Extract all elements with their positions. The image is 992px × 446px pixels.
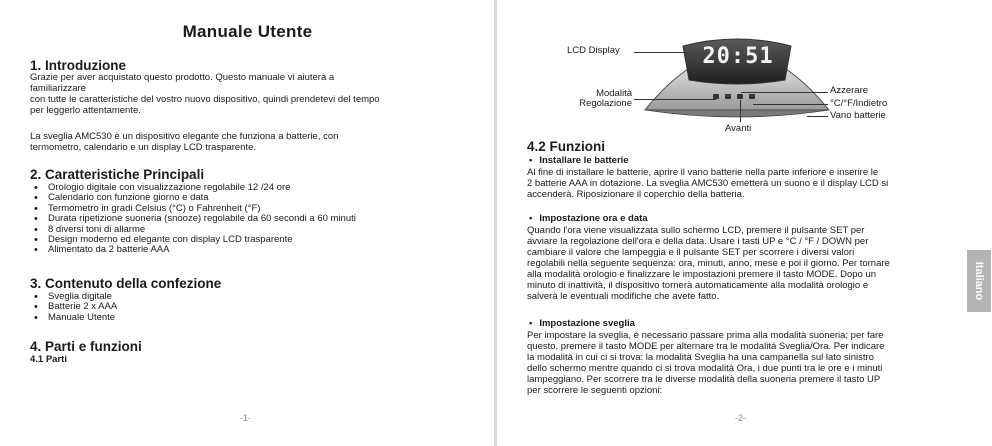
battery-leader-line: [807, 116, 828, 117]
time-date-setting-text: Quando l'ora viene visualizzata sullo schermo LCD, premere il pulsante SET per avviare la regolazione dell'ora e della data. Usare i tasti UP e °C / °F / DOWN per cambiare il valore che lampeggia e il pulsante SET per scorrere i diversi valori regolabili nella seguente sequenza: ora, minuti, anno, mese e poi il giorno. Per tornare alla modalità orologio e finalizzare le impostazioni premere il tasto MODE. Dopo un minuto di inattività, il dispositivo tornerà automaticamente alla modalità orologio e salverà le eventuali modifiche che avete fatto.: [527, 225, 890, 302]
list-item: • Sveglia digitale: [32, 292, 482, 302]
mode-set-label: Modalità Regolazione: [579, 88, 632, 109]
section-2-heading: 2. Caratteristiche Principali: [30, 167, 205, 182]
page-number-left: -1-: [240, 413, 251, 423]
up-leader-line: [740, 100, 741, 122]
section-3-heading: 3. Contenuto della confezione: [30, 276, 222, 291]
list-item: • Calendario con funzione giorno e data: [32, 193, 482, 203]
cf-button: [749, 94, 755, 99]
list-item: • Termometro in gradi Celsius (°C) o Fahrenheit (°F): [32, 204, 482, 214]
package-contents-list: [32, 292, 482, 323]
install-batteries-text: Al fine di installare le batterie, aprire il vano batterie nella parte inferiore e inserire le 2 batterie AAA in dotazione. La sveglia AMC530 emetterà un suono e il display LCD si accenderà. Riposizionare il coperchio della batteria.: [527, 167, 889, 200]
snooze-leader-line: [741, 92, 828, 93]
list-item: • Batterie 2 x AAA: [32, 302, 482, 312]
lcd-display-label: LCD Display: [567, 45, 620, 56]
language-tab-label: Italiano: [973, 261, 985, 301]
up-button: [725, 94, 731, 99]
intro-paragraph-2: La sveglia AMC530 è un dispositivo elegante che funziona a batterie, con termometro, calendario e un display LCD trasparente.: [30, 131, 339, 153]
subsection-4-1-heading: 4.1 Parti: [30, 354, 67, 365]
list-item: • Design moderno ed elegante con display LCD trasparente: [32, 235, 482, 245]
features-list: [32, 183, 482, 256]
cf-leader-line: [753, 104, 828, 105]
alarm-clock-illustration: [637, 26, 837, 126]
right-page: [497, 0, 992, 446]
snooze-button: [737, 94, 743, 99]
page-number-right: -2-: [735, 413, 746, 423]
install-batteries-heading: • Installare le batterie: [529, 155, 629, 166]
section-1-heading: 1. Introduzione: [30, 58, 126, 73]
manual-title: Manuale Utente: [182, 22, 313, 41]
list-item: • Manuale Utente: [32, 313, 482, 323]
mode-leader-line: [634, 99, 716, 100]
language-side-tab: [967, 250, 991, 312]
snooze-label: Azzerare: [830, 85, 869, 96]
section-4-heading: 4. Parti e funzioni: [30, 339, 142, 354]
list-item: • 8 diversi toni di allarme: [32, 225, 482, 235]
cf-back-label: °C/°F/Indietro: [830, 98, 888, 109]
clock-display-digits: 20:51: [702, 44, 774, 69]
intro-paragraph-1: Grazie per aver acquistato questo prodotto. Questo manuale vi aiuterà a familiarizzare con tutte le caratteristiche del vostro nuovo dispositivo, quindi prendetevi del tempo per leggerlo attentamente.: [30, 72, 380, 116]
time-date-setting-heading: • Impostazione ora e data: [529, 213, 648, 224]
left-page: [0, 0, 495, 446]
list-item: • Durata ripetizione suoneria (snooze) regolabile da 60 secondi a 60 minuti: [32, 214, 482, 224]
lcd-leader-line: [634, 52, 686, 53]
up-label: Avanti: [725, 123, 752, 134]
section-4-2-heading: 4.2 Funzioni: [527, 139, 606, 154]
list-item: • Orologio digitale con visualizzazione regolabile 12 /24 ore: [32, 183, 482, 193]
alarm-setting-text: Per impostare la sveglia, è necessario passare prima alla modalità suoneria; per fare questo, premere il tasto MODE per alternare tra le modalità Sveglia/Ora. Per indicare la modalità in cui ci si trova: la modalità Sveglia ha una campanella sul lato sinistro dello schermo mentre quando ci si trova modalità Ora, i due punti tra le ore e i minuti lampeggiano. Per scorrere tra le diverse modalità della suoneria premere il tasto UP per scorrere le seguenti opzioni:: [527, 330, 885, 396]
alarm-setting-heading: • Impostazione sveglia: [529, 318, 635, 329]
list-item: • Alimentato da 2 batterie AAA: [32, 245, 482, 255]
battery-compartment-label: Vano batterie: [830, 110, 886, 121]
